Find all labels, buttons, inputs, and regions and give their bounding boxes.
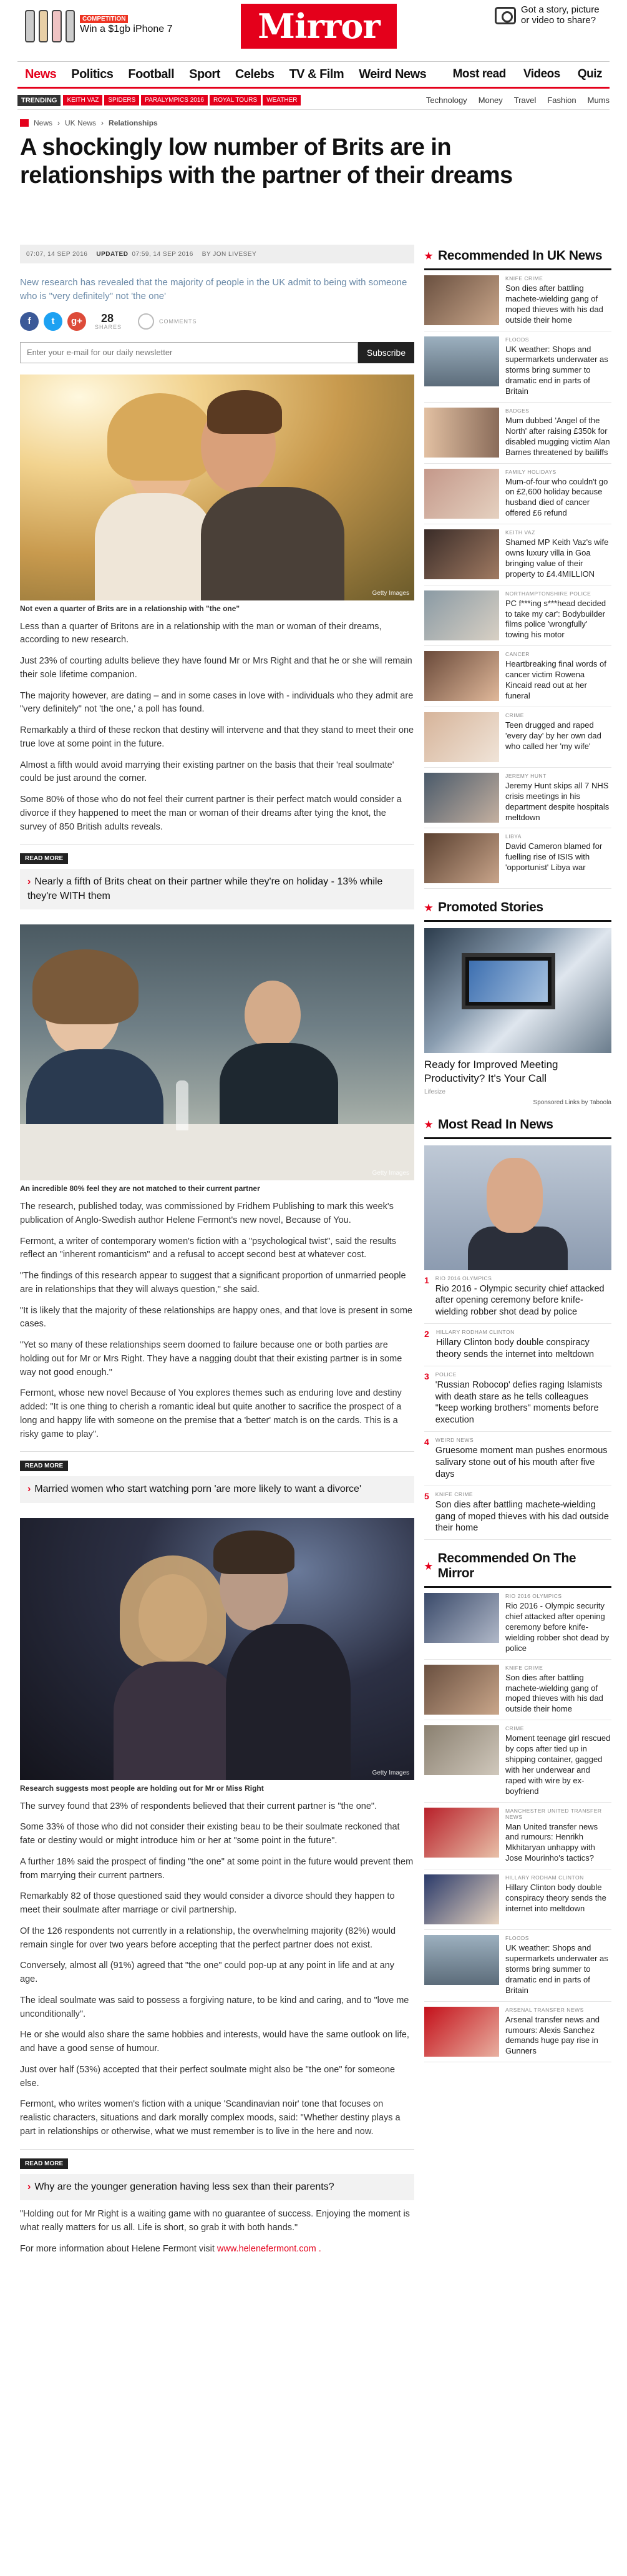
article-paragraph: Remarkably 82 of those questioned said they would consider a divorce should they happen to meet their soulmate after marriage or civil partnership. xyxy=(20,1891,395,1916)
list-item[interactable]: CRIME Moment teenage girl rescued by cops after tied up in shipping container, gagged with her underwear and raped with wire by ex-boyfriend xyxy=(424,1720,611,1802)
photo-caption-2: An incredible 80% feel they are not matched to their current partner xyxy=(20,1184,260,1193)
nav-videos[interactable]: Videos xyxy=(523,67,560,81)
list-item[interactable]: CRIME Teen drugged and raped 'every day' by her own dad who called her 'my wife' xyxy=(424,707,611,768)
taboola-label[interactable]: Sponsored Links by Taboola xyxy=(533,1099,611,1106)
thumbnail[interactable] xyxy=(424,408,499,458)
photo-caption-1: Not even a quarter of Brits are in a relationship with "the one" xyxy=(20,604,240,613)
promoted-story[interactable] xyxy=(424,928,611,1105)
twitter-share-icon[interactable]: t xyxy=(44,312,62,331)
promoted-source: Lifesize xyxy=(424,1088,445,1095)
nav-news[interactable]: News xyxy=(25,67,57,81)
article-photo-1[interactable] xyxy=(20,375,414,600)
nav-celebs[interactable]: Celebs xyxy=(235,67,275,81)
read-more-label: READ MORE xyxy=(20,1461,68,1471)
trend-tag[interactable]: SPIDERS xyxy=(104,95,139,105)
updated-label: UPDATED xyxy=(96,250,129,258)
list-item[interactable]: CANCER Heartbreaking final words of cancer victim Rowena Kincaid read out at her funeral xyxy=(424,646,611,707)
article-paragraph: A further 18% said the prospect of finding "the one" at some point in the future would prevent them from marrying their current partners. xyxy=(20,1856,414,1881)
thumbnail[interactable] xyxy=(424,712,499,762)
read-more-block xyxy=(20,844,414,909)
article-paragraph: Some 33% of those who did not consider their existing beau to be their soulmate reckoned that fate or destiny would or might introduce him or her at "some point in the future". xyxy=(20,1822,400,1846)
article-paragraph: Just 23% of courting adults believe they have found Mr or Mrs Right and that he or she will remain their sole lifetime companion. xyxy=(20,656,412,680)
promo-right-text[interactable]: Got a story, picture or video to share? xyxy=(521,4,600,26)
nav-weird-news[interactable]: Weird News xyxy=(359,67,427,81)
subnav-mums[interactable]: Mums xyxy=(587,95,610,105)
read-more-link[interactable]: › Why are the younger generation having less sex than their parents? xyxy=(20,2174,414,2200)
article-paragraph: "It is likely that the majority of these relationships are happy ones, and that love is present in some cases. xyxy=(20,1305,412,1330)
comments-label[interactable]: COMMENTS xyxy=(159,318,197,325)
newsletter-email-input[interactable] xyxy=(20,342,358,363)
trend-tag[interactable]: KEITH VAZ xyxy=(63,95,102,105)
subnav-travel[interactable]: Travel xyxy=(513,95,537,105)
promo-badge: COMPETITION xyxy=(80,15,128,23)
main-nav xyxy=(17,61,610,89)
ranked-item[interactable]: 3 POLICE 'Russian Robocop' defies raging Islamists with death stare as he tells colleagues "keep working brothers" moments before execution xyxy=(424,1366,611,1432)
nav-most-read[interactable]: Most read xyxy=(452,67,506,81)
comments-icon[interactable] xyxy=(138,313,154,330)
article-photo-2[interactable] xyxy=(20,924,414,1180)
nav-tv-film[interactable]: TV & Film xyxy=(289,67,344,81)
list-item[interactable]: JEREMY HUNT Jeremy Hunt skips all 7 NHS crisis meetings in his department despite hospitals meltdown xyxy=(424,768,611,829)
thumbnail[interactable] xyxy=(424,336,499,386)
share-bar xyxy=(20,312,414,331)
article-paragraph: The majority however, are dating – and in some cases in love with - individuals who they admit are "very definitely" not 'the one,' a poll has found. xyxy=(20,690,414,715)
published-time: 07:07, 14 SEP 2016 xyxy=(26,250,88,258)
camera-icon xyxy=(495,7,516,24)
photo-caption-3: Research suggests most people are holding out for Mr or Miss Right xyxy=(20,1783,264,1793)
most-read-heading: Most Read In News xyxy=(424,1117,611,1139)
thumbnail[interactable] xyxy=(424,2007,499,2057)
star-icon xyxy=(424,903,433,912)
read-more-label: READ MORE xyxy=(20,853,68,864)
promoted-title[interactable]: Ready for Improved Meeting Productivity? It's Your Call xyxy=(424,1059,558,1085)
promo-left-text[interactable]: Win a $1gb iPhone 7 xyxy=(80,24,173,35)
breadcrumb-uk-news[interactable]: UK News xyxy=(65,119,97,127)
read-more-link[interactable]: › Nearly a fifth of Brits cheat on their partner while they're on holiday - 13% while they're WITH them xyxy=(20,869,414,909)
article-paragraph: Fermont, whose new novel Because of You explores themes such as enduring love and destiny added: "It is one thing to cherish a romantic ideal but quite another to sacrifice the prospect of a long and happy life with someone on the premise that a 'better' match is on the cards. This is a risky game to play". xyxy=(20,1388,402,1439)
breadcrumb-news[interactable]: News xyxy=(34,119,53,127)
list-item[interactable]: KNIFE CRIME Son dies after battling machete-wielding gang of moped thieves with his dad outside their home xyxy=(424,270,611,331)
article-paragraph: He or she would also share the same hobbies and interests, would have the same outlook on life, and have a good sense of humour. xyxy=(20,2030,409,2054)
list-item[interactable]: LIBYA David Cameron blamed for fuelling rise of ISIS with 'opportunist' Libya war xyxy=(424,828,611,889)
mirror-logo[interactable]: Mirror xyxy=(241,4,397,49)
star-icon xyxy=(424,1562,433,1570)
photo-credit: Getty Images xyxy=(372,1170,409,1177)
recommended-uk-heading: Recommended In UK News xyxy=(424,248,611,270)
list-item[interactable]: KEITH VAZ Shamed MP Keith Vaz's wife owns luxury villa in Goa bringing value of their property to £4.4MILLION xyxy=(424,524,611,585)
list-item[interactable]: FLOODS UK weather: Shops and supermarkets underwater as storms bring summer to dramatic end in parts of Britain xyxy=(424,1930,611,2001)
nav-sport[interactable]: Sport xyxy=(189,67,220,81)
author[interactable]: BY JON LIVESEY xyxy=(202,250,257,258)
ranked-item[interactable]: 2 HILLARY RODHAM CLINTON Hillary Clinton body double conspiracy theory sends the internet into meltdown xyxy=(424,1324,611,1366)
article-paragraph: "Holding out for Mr Right is a waiting game with no guarantee of success. Enjoying the moment is what really matters for us all. Life is short, so grab it with both hands." xyxy=(20,2209,410,2233)
article-paragraph: Fermont, a writer of contemporary women's fiction with a "psychological twist", said the results reflect an "inherent romanticism" and a refusal to accept second best at whatever cost. xyxy=(20,1236,396,1260)
article-body xyxy=(20,245,414,2256)
article-paragraph: Almost a fifth would avoid marrying their existing partner on the basis that their 'real soulmate' could be just around the corner. xyxy=(20,760,394,784)
footer-text: For more information about Helene Fermont visit xyxy=(20,2243,215,2254)
phones-image xyxy=(25,5,75,42)
article-paragraph: Remarkably a third of these reckon that destiny will intervene and that they stand to meet their one true love at some point in the future. xyxy=(20,725,414,749)
list-item[interactable]: NORTHAMPTONSHIRE POLICE PC f***ing s***head decided to take my car': Bodybuilder films police 'wrongfully' towing his motor xyxy=(424,585,611,647)
nav-politics[interactable]: Politics xyxy=(71,67,114,81)
article-footer-line xyxy=(20,2243,414,2256)
article-paragraph: Some 80% of those who do not feel their current partner is their perfect match would consider a divorce if they happened to meet the man or woman of their dreams after tying the knot, the survey of 850 British adults reveals. xyxy=(20,795,402,832)
article-paragraph: "The findings of this research appear to suggest that a significant proportion of unmarried people are in relationships that they will always question," she said. xyxy=(20,1271,406,1295)
thumbnail[interactable] xyxy=(424,590,499,640)
thumbnail[interactable] xyxy=(424,529,499,579)
thumbnail[interactable] xyxy=(424,1935,499,1985)
list-item[interactable]: RIO 2016 OLYMPICS Rio 2016 - Olympic security chief attacked after opening ceremony before knife-wielding robber shot dead by police xyxy=(424,1588,611,1659)
chevron-right-icon: › xyxy=(27,2181,31,2192)
read-more-block xyxy=(20,2149,414,2200)
author-website-link[interactable]: www.helenefermont.com . xyxy=(216,2243,321,2254)
promo-left[interactable] xyxy=(25,5,173,42)
promoted-heading: Promoted Stories xyxy=(424,900,611,922)
share-count: 28 xyxy=(101,311,114,325)
thumbnail[interactable] xyxy=(424,833,499,883)
article-paragraph: "Yet so many of these relationships seem doomed to failure because one or both parties are holding out for Mr or Mrs Right. They have a nagging doubt that their existing partner is in some way not good enough." xyxy=(20,1340,402,1378)
read-more-block xyxy=(20,1451,414,1502)
google-plus-share-icon[interactable]: g+ xyxy=(67,312,86,331)
trending-bar xyxy=(17,91,610,110)
article-photo-3[interactable] xyxy=(20,1518,414,1780)
thumbnail[interactable] xyxy=(424,773,499,823)
facebook-share-icon[interactable]: f xyxy=(20,312,39,331)
breadcrumb-relationships[interactable]: Relationships xyxy=(109,119,158,127)
article-paragraph: The ideal soulmate was said to possess a forgiving nature, to be kind and caring, and to "love me unconditionally". xyxy=(20,1995,409,2019)
subnav-money[interactable]: Money xyxy=(478,95,503,105)
list-item[interactable]: FLOODS UK weather: Shops and supermarkets underwater as storms bring summer to dramatic end in parts of Britain xyxy=(424,331,611,403)
list-item[interactable]: HILLARY RODHAM CLINTON Hillary Clinton body double conspiracy theory sends the internet into meltdown xyxy=(424,1869,611,1930)
chevron-right-icon: › xyxy=(27,876,31,888)
article-paragraph: Of the 126 respondents not currently in a relationship, the overwhelming majority (82%) would remain single for over two years before accepting that the perfect partner does not exist. xyxy=(20,1926,396,1950)
list-item[interactable]: MANCHESTER UNITED TRANSFER NEWS Man United transfer news and rumours: Henrikh Mkhitaryan unhappy with Jose Mourinho's tactics? xyxy=(424,1803,611,1870)
thumbnail[interactable] xyxy=(424,1593,499,1643)
ranked-item[interactable]: 4 WEIRD NEWS Gruesome moment man pushes enormous salivary stone out of his mouth after five days xyxy=(424,1432,611,1486)
thumbnail[interactable] xyxy=(424,1874,499,1924)
standfirst: New research has revealed that the majority of people in the UK admit to being with someone who is "very definitely" not 'the one' xyxy=(20,277,407,301)
article-paragraph: The survey found that 23% of respondents believed that their current partner is "the one". xyxy=(20,1801,377,1811)
updated-time: 07:59, 14 SEP 2016 xyxy=(132,250,193,258)
nav-quiz[interactable]: Quiz xyxy=(577,67,602,81)
list-item[interactable]: KNIFE CRIME Son dies after battling machete-wielding gang of moped thieves with his dad outside their home xyxy=(424,1660,611,1721)
photo-credit: Getty Images xyxy=(372,1769,409,1776)
home-icon[interactable] xyxy=(20,119,29,127)
promoted-image[interactable] xyxy=(424,928,611,1053)
trending-label: TRENDING xyxy=(17,95,61,106)
thumbnail[interactable] xyxy=(424,1808,499,1858)
list-item[interactable]: ARSENAL TRANSFER NEWS Arsenal transfer news and rumours: Alexis Sanchez demands huge pay rise in Gunners xyxy=(424,2002,611,2063)
trend-tag[interactable]: WEATHER xyxy=(263,95,301,105)
read-more-link[interactable]: › Married women who start watching porn 'are more likely to want a divorce' xyxy=(20,1476,414,1502)
trend-tag[interactable]: ROYAL TOURS xyxy=(210,95,261,105)
ranked-item[interactable]: 1 RIO 2016 OLYMPICS Rio 2016 - Olympic security chief attacked after opening ceremony before knife-wielding robber shot dead by police xyxy=(424,1270,611,1325)
newsletter-form xyxy=(20,342,414,363)
article-meta xyxy=(20,245,414,263)
ranked-item[interactable]: 5 KNIFE CRIME Son dies after battling machete-wielding gang of moped thieves with his dad outside their home xyxy=(424,1486,611,1540)
site-header xyxy=(0,0,627,55)
article-headline: A shockingly low number of Brits are in relationships with the partner of their dreams xyxy=(20,134,513,189)
photo-credit: Getty Images xyxy=(372,589,409,597)
thumbnail[interactable] xyxy=(424,1725,499,1775)
article-paragraph: The research, published today, was commissioned by Fridhem Publishing to mark this week's publication of Anglo-Swedish author Helene Fermont's new novel, Because of You. xyxy=(20,1202,394,1225)
star-icon xyxy=(424,1120,433,1129)
article-paragraph: Just over half (53%) accepted that their perfect soulmate might also be "the one" for someone else. xyxy=(20,2064,396,2089)
promo-right[interactable] xyxy=(495,5,602,26)
most-read-image[interactable] xyxy=(424,1145,611,1270)
star-icon xyxy=(424,252,433,260)
subscribe-button[interactable]: Subscribe xyxy=(358,342,414,363)
list-item[interactable]: BADGES Mum dubbed 'Angel of the North' after raising £350k for disabled mugging victim Alan Barnes threatened by bailiffs xyxy=(424,403,611,464)
recommended-mirror-heading: Recommended On The Mirror xyxy=(424,1551,611,1588)
thumbnail[interactable] xyxy=(424,469,499,519)
thumbnail[interactable] xyxy=(424,651,499,701)
subnav-technology[interactable]: Technology xyxy=(425,95,467,105)
article-paragraph: Fermont, who writes women's fiction with a unique 'Scandinavian noir' tone that focuses on realistic characters, situations and dark morally complex moods, said: "Whether destiny plays a part in relationships or otherwise, what we must remember is to live in the here and now. xyxy=(20,2099,401,2137)
thumbnail[interactable] xyxy=(424,1665,499,1715)
breadcrumb: News › UK News › Relationships xyxy=(20,119,607,127)
read-more-label: READ MORE xyxy=(20,2158,68,2169)
thumbnail[interactable] xyxy=(424,275,499,325)
subnav-fashion[interactable]: Fashion xyxy=(547,95,576,105)
trend-tag[interactable]: PARALYMPICS 2016 xyxy=(141,95,208,105)
nav-football[interactable]: Football xyxy=(128,67,175,81)
sidebar xyxy=(424,245,611,2062)
share-label: SHARES xyxy=(95,323,122,330)
list-item[interactable]: FAMILY HOLIDAYS Mum-of-four who couldn't go on £2,600 holiday because husband died of cancer offered £6 refund xyxy=(424,464,611,525)
article-paragraph: Conversely, almost all (91%) agreed that "the one" could pop-up at any point in life and at any age. xyxy=(20,1961,395,1985)
article-paragraph: Less than a quarter of Britons are in a relationship with the man or woman of their dreams, according to new research. xyxy=(20,621,382,645)
chevron-right-icon: › xyxy=(27,1484,31,1495)
